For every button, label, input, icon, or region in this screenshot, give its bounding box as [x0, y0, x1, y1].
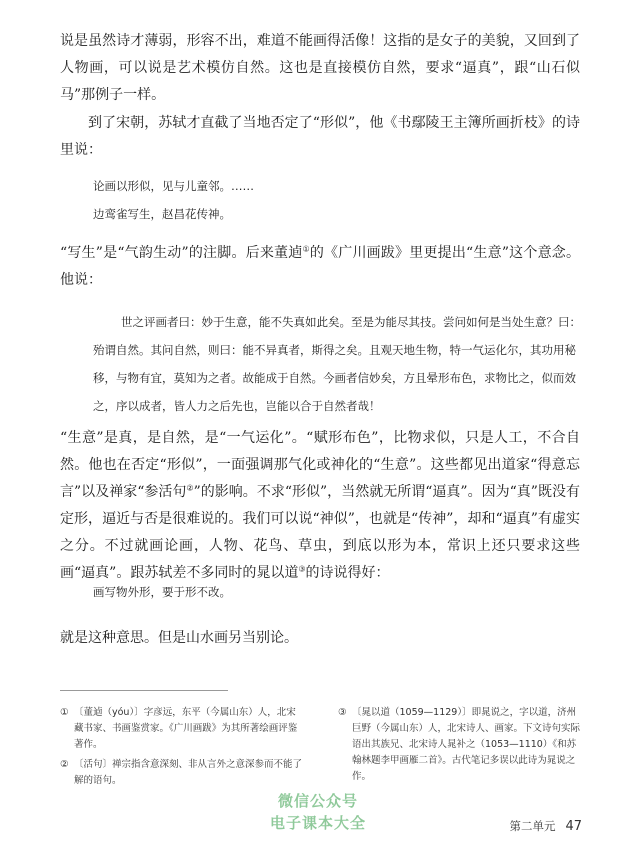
paragraph-3-text-b: 的《广川画跋》里更提出“生意”这个意念。他说：: [60, 245, 580, 288]
footnote-1-number: ①: [60, 707, 69, 718]
watermark-line-2: 电子课本大全: [269, 814, 366, 832]
poem-quote-su-shi: [93, 172, 588, 228]
poem-quote-chao: 画写物外形，要于形不改。: [93, 585, 231, 599]
paragraph-2: 到了宋朝，苏轼才直截了当地否定了“形似”，他《书鄢陵王主簿所画折枝》的诗里说：: [60, 115, 580, 158]
footnote-2-number: ②: [60, 759, 69, 770]
poem-line-2: 边鸾雀写生，赵昌花传神。: [93, 207, 231, 221]
footnote-3-number: ③: [338, 707, 347, 718]
paragraph-3: [60, 240, 580, 294]
paragraph-5: 就是这种意思。但是山水画另当别论。: [60, 630, 298, 646]
footnote-2-text: 〔活句〕禅宗指含意深刻、非从言外之意深参而不能了解的语句。: [74, 759, 303, 786]
footer-unit-label: 第二单元: [509, 819, 556, 833]
watermark-line-1: 微信公众号: [277, 792, 358, 810]
footnote-1-text: 〔董逌（yóu）〕字彦远，东平（今属山东）人，北宋藏书家、书画鉴赏家。《广川画跋》为其所著绘画评鉴著作。: [74, 707, 298, 750]
footnote-ref-1: ①: [302, 244, 310, 254]
footnote-ref-2: ②: [186, 483, 194, 493]
footnote-ref-3: ③: [298, 564, 306, 574]
paragraph-4-text-c: 的诗说得好：: [305, 565, 390, 581]
footnotes-left-column: [60, 705, 305, 793]
paragraph-1: 说是虽然诗才薄弱，形容不出，难道不能画得活像！这指的是女子的美貌，又回到了人物画，可以说是艺术模仿自然。这也是直接模仿自然，要求“逼真”，跟“山石似马”那例子一样。: [60, 33, 580, 103]
page-number: 47: [565, 819, 582, 834]
paragraph-3-text-a: “写生”是“气韵生动”的注脚。后来董逌: [60, 245, 303, 261]
paragraph-4: [60, 425, 580, 587]
paragraph-4-text-a: “生意”是真，是自然，是“一气运化”。“赋形布色”，比物求似，只是人工，不合自然。他也在否定“形似”，一面强调那气化或神化的“生意”。这些都见出道家“得意忘言”以及禅家“参活句: [60, 430, 580, 500]
footnotes-right-column: [338, 705, 583, 789]
footnote-2: [60, 757, 305, 789]
poem-line-1: 论画以形似，见与儿童邻。……: [93, 179, 254, 193]
footnote-3-text: 〔晁以道（1059—1129）〕即晁说之，字以道，济州巨野（今属山东）人，北宋诗人、画家。下文诗句实际语出其族兄、北宋诗人晁补之（1053—1110）《和苏翰林题李甲画雁二首》。古代笔记多误以此诗为晁说之作。: [352, 707, 581, 782]
page-footer: [509, 818, 582, 834]
paragraph-4-text-b: ”的影响。不求“形似”，当然就无所谓“逼真”。因为“真”既没有定形，逼近与否是很难说的。我们可以说“神似”，也就是“传神”，却和“逼真”有虚实之分。不过就画论画，人物、花鸟、草虫，到底以形为本，常识上还只要求这些画“逼真”。跟苏轼差不多同时的晁以道: [60, 484, 580, 581]
footnote-divider: [60, 690, 228, 691]
footnote-1: [60, 705, 305, 753]
footnote-3: [338, 705, 583, 785]
block-quote-dong-you: 世之评画者曰：妙于生意，能不失真如此矣。至是为能尽其技。尝问如何是当处生意？曰：殆谓自然。其问自然，则曰：能不异真者，斯得之矣。且观天地生物，特一气运化尔，其功用秘移，与物有宜，莫知为之者。故能成于自然。今画者信妙矣，方且晕形布色，求物比之，似而效之，序以成者，皆人力之后先也，岂能以合于自然者哉！: [93, 315, 581, 413]
